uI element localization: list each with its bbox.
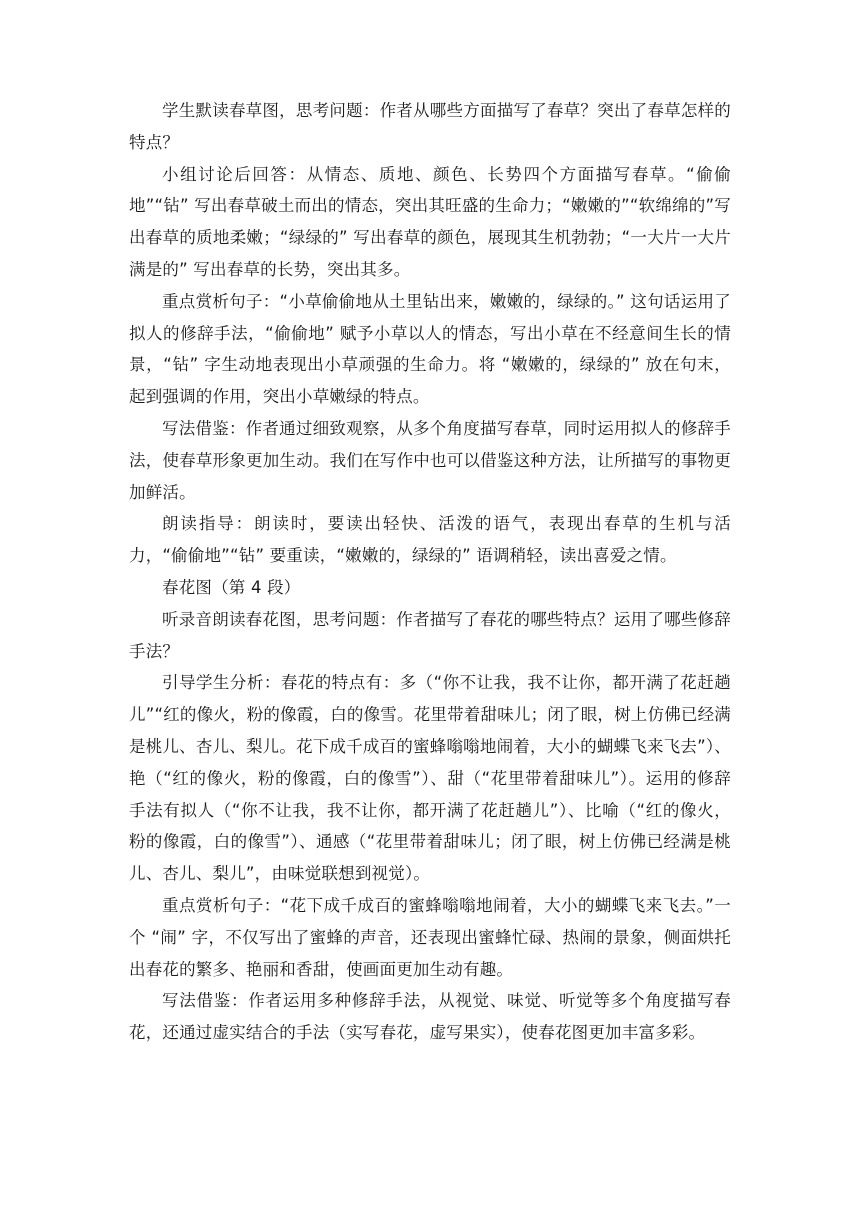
paragraph-group-discussion-answer: 小组讨论后回答：从情态、质地、颜色、长势四个方面描写春草。“偷偷地”“钻” 写出春草破土而出的情态，突出其旺盛的生命力；“嫩嫩的”“软绵绵的”写出春草的质地柔嫩；“绿绿的” 写出春草的颜色，展现其生机勃勃；“一大片一大片满是的” 写出春草的长势，突出其多。 [129, 164, 731, 279]
paragraph-grass-reading-guidance: 朗读指导：朗读时，要读出轻快、活泼的语气，表现出春草的生机与活力，“偷偷地”“钻” 要重读，“嫩嫩的，绿绿的” 语调稍轻，读出喜爱之情。 [129, 514, 731, 566]
section-heading-spring-flowers: 春花图（第 4 段） [162, 577, 301, 597]
paragraph-flower-writing-reference: 写法借鉴：作者运用多种修辞手法，从视觉、味觉、听觉等多个角度描写春花，还通过虚实结合的手法（实写春花，虚写果实），使春花图更加丰富多彩。 [129, 991, 731, 1043]
paragraph-spring-flower-question: 听录音朗读春花图，思考问题：作者描写了春花的哪些特点？运用了哪些修辞手法？ [129, 609, 731, 661]
document-page [129, 95, 731, 1049]
paragraph-spring-grass-question: 学生默读春草图，思考问题：作者从哪些方面描写了春草？突出了春草怎样的特点？ [129, 101, 731, 152]
paragraph-flower-sentence-analysis: 重点赏析句子：“花下成千成百的蜜蜂嗡嗡地闹着，大小的蝴蝶飞来飞去。”一个 “闹” 字，不仅写出了蜜蜂的声音，还表现出蜜蜂忙碌、热闹的景象，侧面烘托出春花的繁多、艳丽和香甜，使画面更加生动有趣。 [129, 895, 731, 979]
paragraph-flower-guided-analysis: 引导学生分析：春花的特点有：多（“你不让我，我不让你，都开满了花赶趟儿”“红的像火，粉的像霞，白的像雪。花里带着甜味儿；闭了眼，树上仿佛已经满是桃儿、杏儿、梨儿。花下成千成百的蜜蜂嗡嗡地闹着，大小的蝴蝶飞来飞去”）、艳（“红的像火，粉的像霞，白的像雪”）、甜（“花里带着甜味儿”）。运用的修辞手法有拟人（“你不让我，我不让你，都开满了花赶趟儿”）、比喻（“红的像火，粉的像霞，白的像雪”）、通感（“花里带着甜味儿；闭了眼，树上仿佛已经满是桃儿、杏儿、梨儿”，由味觉联想到视觉）。 [129, 673, 731, 884]
paragraph-grass-sentence-analysis: 重点赏析句子：“小草偷偷地从土里钻出来，嫩嫩的，绿绿的。” 这句话运用了拟人的修辞手法，“偷偷地” 赋予小草以人的情态，写出小草在不经意间生长的情景，“钻” 字生动地表现出小草顽强的生命力。将 “嫩嫩的，绿绿的” 放在句末，起到强调的作用，突出小草嫩绿的特点。 [129, 291, 731, 407]
paragraph-grass-writing-reference: 写法借鉴：作者通过细致观察，从多个角度描写春草，同时运用拟人的修辞手法，使春草形象更加生动。我们在写作中也可以借鉴这种方法，让所描写的事物更加鲜活。 [129, 418, 731, 502]
